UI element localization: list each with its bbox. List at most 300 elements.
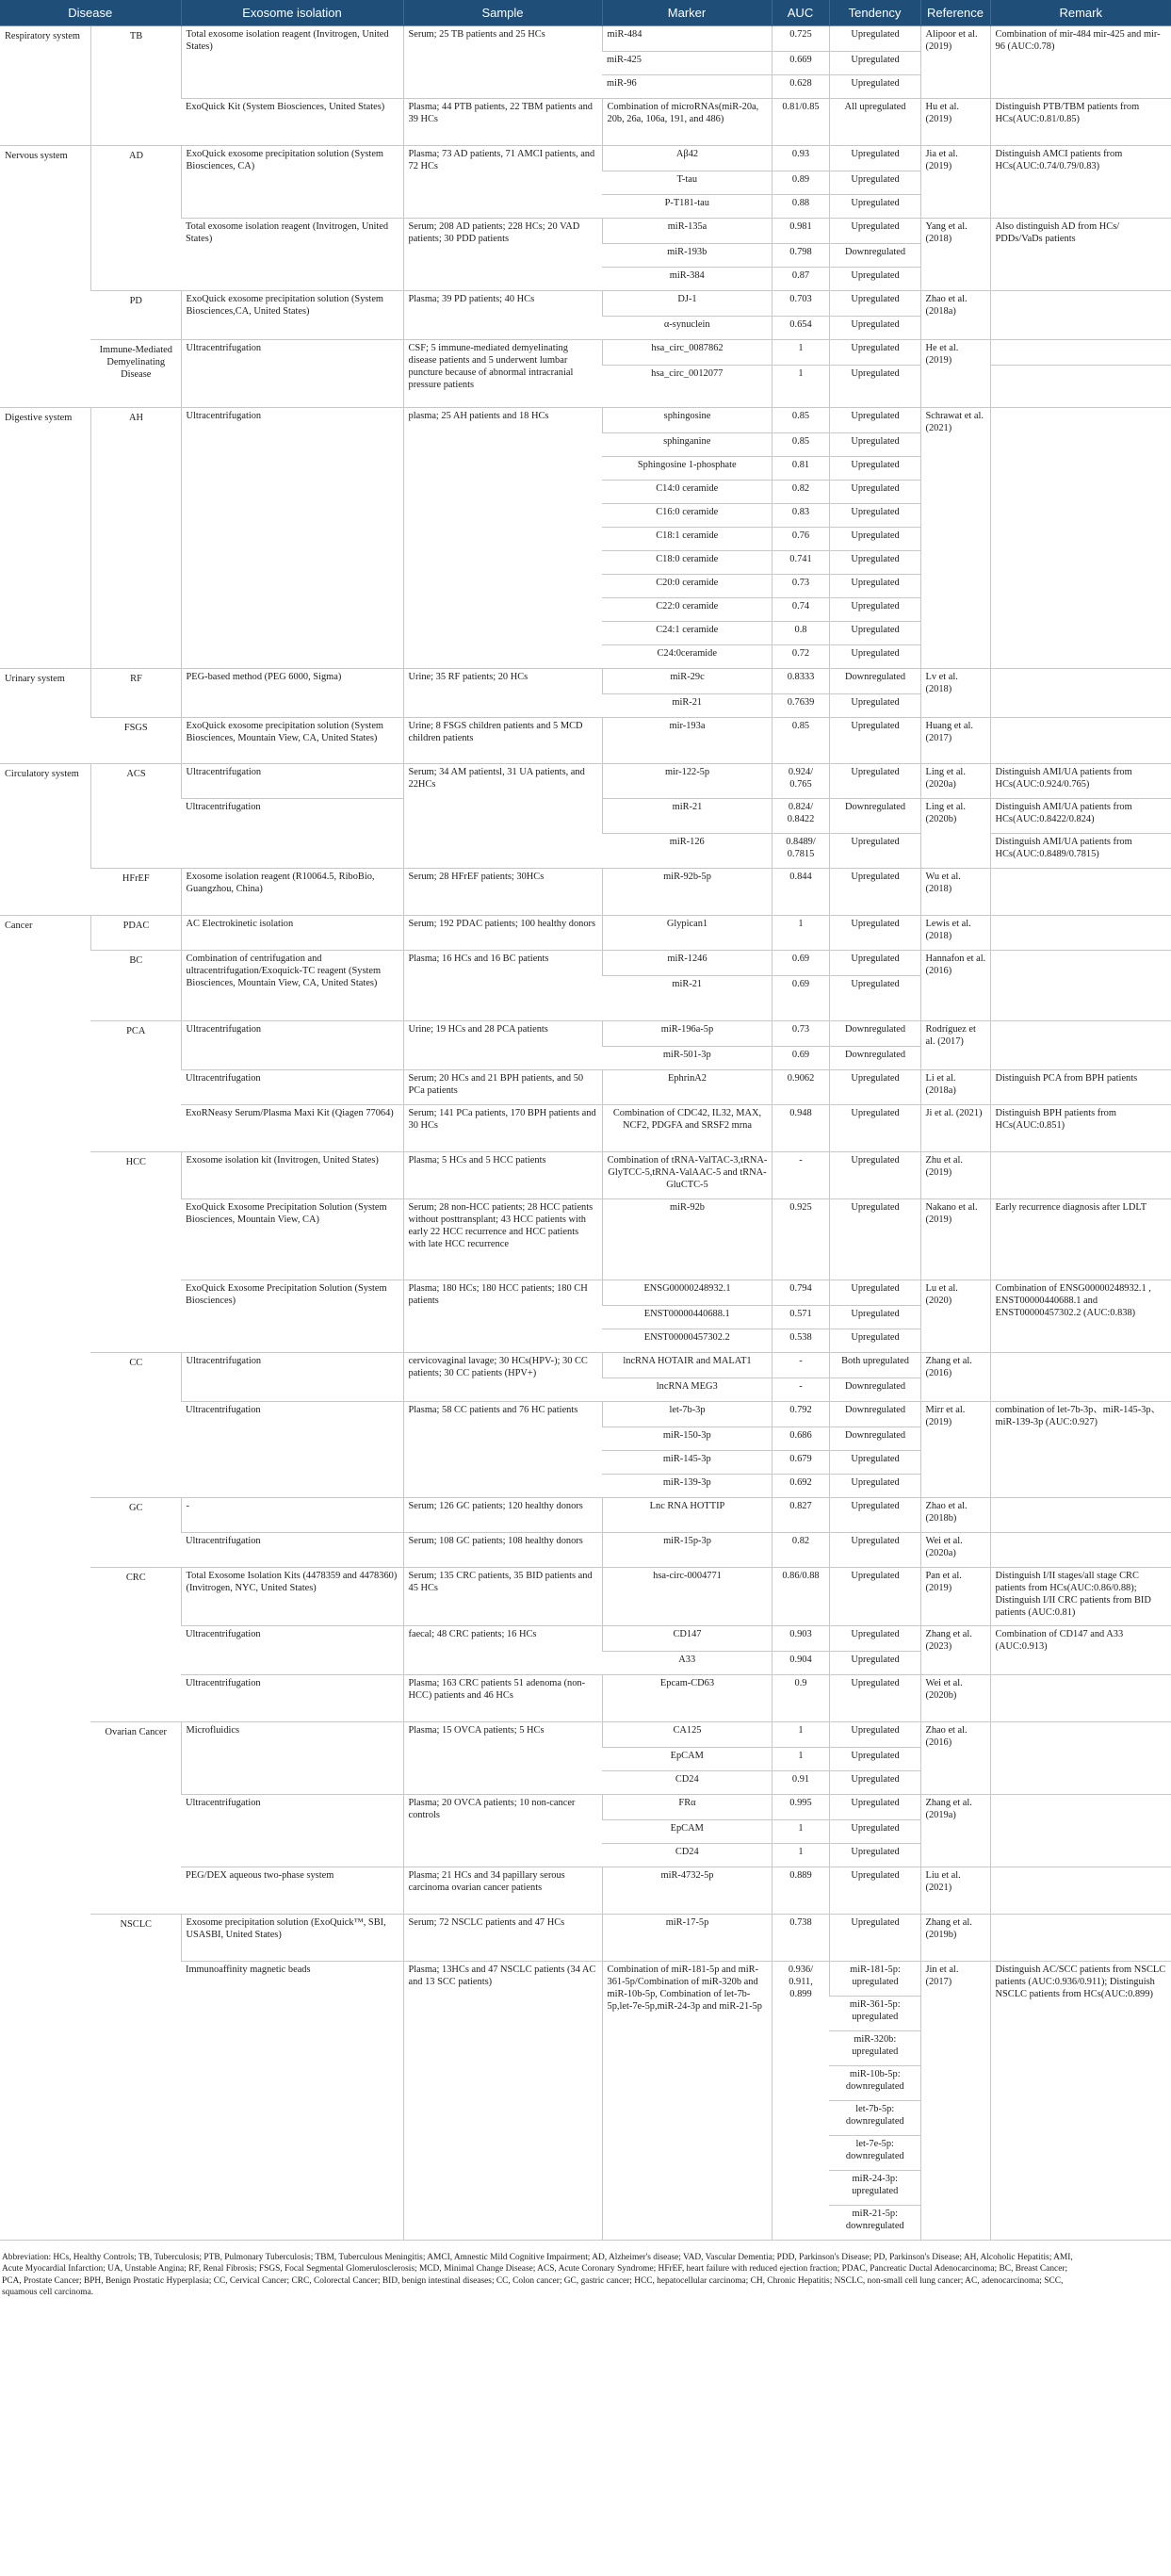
sample-cell: Plasma; 73 AD patients, 71 AMCI patients, and 72 HCs — [403, 146, 602, 219]
header-exosome-isolation: Exosome isolation — [181, 0, 403, 26]
header-marker: Marker — [602, 0, 772, 26]
remark-cell: Early recurrence diagnosis after LDLT — [990, 1199, 1171, 1280]
isolation-cell: Exosome isolation reagent (R10064.5, RiboBio, Guangzhou, China) — [181, 869, 403, 916]
auc-cell: 0.679 — [772, 1451, 829, 1475]
table-row — [0, 26, 1171, 52]
isolation-cell: Total exosome isolation reagent (Invitrogen, United States) — [181, 219, 403, 291]
auc-cell: 1 — [772, 366, 829, 408]
auc-cell: 0.69 — [772, 951, 829, 976]
reference-cell: Zhao et al. (2016) — [920, 1722, 990, 1795]
auc-cell: 1 — [772, 1820, 829, 1844]
sample-cell: Plasma; 21 HCs and 34 papillary serous carcinoma ovarian cancer patients — [403, 1867, 602, 1915]
sample-cell: Serum; 192 PDAC patients; 100 healthy donors — [403, 916, 602, 951]
disease-cell: BC — [90, 951, 181, 1021]
reference-cell: Pan et al. (2019) — [920, 1568, 990, 1626]
auc-cell: 0.628 — [772, 75, 829, 99]
remark-cell — [990, 366, 1171, 408]
isolation-cell: ExoRNeasy Serum/Plasma Maxi Kit (Qiagen 77064) — [181, 1105, 403, 1152]
remark-cell — [990, 869, 1171, 916]
remark-cell — [990, 1152, 1171, 1199]
system-cell: Circulatory system — [0, 764, 90, 916]
tendency-cell: Upregulated — [829, 146, 920, 171]
marker-cell: Combination of CDC42, IL32, MAX, NCF2, PDGFA and SRSF2 mrna — [602, 1105, 772, 1152]
table-row — [0, 1021, 1171, 1047]
isolation-cell: Total exosome isolation reagent (Invitrogen, United States) — [181, 26, 403, 99]
remark-cell — [990, 951, 1171, 1021]
reference-cell: Schrawat et al. (2021) — [920, 408, 990, 669]
auc-cell: 0.83 — [772, 504, 829, 528]
auc-cell: 0.844 — [772, 869, 829, 916]
tendency-cell: Upregulated — [829, 951, 920, 976]
sample-cell: Serum; 28 HFrEF patients; 30HCs — [403, 869, 602, 916]
reference-cell: Huang et al. (2017) — [920, 718, 990, 764]
marker-cell: C18:1 ceramide — [602, 528, 772, 551]
header-remark: Remark — [990, 0, 1171, 26]
isolation-cell: AC Electrokinetic isolation — [181, 916, 403, 951]
auc-cell: 0.74 — [772, 598, 829, 622]
sample-cell: Serum; 34 AM patientsl, 31 UA patients, and 22HCs — [403, 764, 602, 869]
tendency-cell: Upregulated — [829, 1451, 920, 1475]
marker-cell: miR-96 — [602, 75, 772, 99]
marker-cell: miR-196a-5p — [602, 1021, 772, 1047]
tendency-cell: Upregulated — [829, 504, 920, 528]
reference-cell: Ling et al. (2020a) — [920, 764, 990, 799]
auc-cell: 0.9 — [772, 1675, 829, 1722]
tendency-cell: Downregulated — [829, 1021, 920, 1047]
tendency-cell: miR-10b-5p: downregulated — [829, 2066, 920, 2101]
marker-cell: C24:0ceramide — [602, 645, 772, 669]
remark-cell — [990, 408, 1171, 669]
remark-cell: Distinguish AMI/UA patients from HCs(AUC:0.924/0.765) — [990, 764, 1171, 799]
auc-cell: 0.981 — [772, 219, 829, 244]
remark-cell: Distinguish AC/SCC patients from NSCLC patients (AUC:0.936/0.911); Distinguish NSCLC patients from HCs(AUC:0.899) — [990, 1962, 1171, 2241]
auc-cell: 0.87 — [772, 268, 829, 291]
sample-cell: Plasma; 39 PD patients; 40 HCs — [403, 291, 602, 340]
reference-cell: Zhang et al. (2019a) — [920, 1795, 990, 1867]
system-cell: Nervous system — [0, 146, 90, 408]
disease-cell: AD — [90, 146, 181, 291]
auc-cell: 0.85 — [772, 408, 829, 433]
disease-cell: RF — [90, 669, 181, 718]
remark-cell: Distinguish AMCI patients from HCs(AUC:0.74/0.79/0.83) — [990, 146, 1171, 219]
marker-cell: miR-21 — [602, 976, 772, 1021]
marker-cell: miR-135a — [602, 219, 772, 244]
tendency-cell: miR-181-5p: upregulated — [829, 1962, 920, 1997]
marker-cell: hsa-circ-0004771 — [602, 1568, 772, 1626]
isolation-cell: Ultracentrifugation — [181, 1795, 403, 1867]
isolation-cell: PEG/DEX aqueous two-phase system — [181, 1867, 403, 1915]
sample-cell: Serum; 208 AD patients; 228 HCs; 20 VAD patients; 30 PDD patients — [403, 219, 602, 291]
tendency-cell: miR-24-3p: upregulated — [829, 2171, 920, 2206]
auc-cell: 0.85 — [772, 718, 829, 764]
isolation-cell: Ultracentrifugation — [181, 1626, 403, 1675]
table-row — [0, 1915, 1171, 1962]
marker-cell: let-7b-3p — [602, 1402, 772, 1427]
marker-cell: CD147 — [602, 1626, 772, 1652]
auc-cell: 0.82 — [772, 481, 829, 504]
reference-cell: Yang et al. (2018) — [920, 219, 990, 291]
auc-cell: 0.654 — [772, 317, 829, 340]
tendency-cell: Upregulated — [829, 52, 920, 75]
header-reference: Reference — [920, 0, 990, 26]
tendency-cell: Upregulated — [829, 1626, 920, 1652]
tendency-cell: miR-320b: upregulated — [829, 2031, 920, 2066]
isolation-cell: ExoQuick exosome precipitation solution (System Biosciences, CA) — [181, 146, 403, 219]
marker-cell: CD24 — [602, 1771, 772, 1795]
remark-cell — [990, 1675, 1171, 1722]
tendency-cell: Upregulated — [829, 219, 920, 244]
system-cell: Urinary system — [0, 669, 90, 764]
reference-cell: Zhao et al. (2018a) — [920, 291, 990, 340]
marker-cell: ENST00000457302.2 — [602, 1329, 772, 1353]
auc-cell: 0.93 — [772, 146, 829, 171]
auc-cell: 0.82 — [772, 1533, 829, 1568]
sample-cell: Plasma; 13HCs and 47 NSCLC patients (34 AC and 13 SCC patients) — [403, 1962, 602, 2241]
auc-cell: 0.9062 — [772, 1070, 829, 1105]
marker-cell: EpCAM — [602, 1748, 772, 1771]
remark-cell: Also distinguish AD from HCs/ PDDs/VaDs patients — [990, 219, 1171, 291]
auc-cell: 1 — [772, 916, 829, 951]
tendency-cell: Upregulated — [829, 694, 920, 718]
sample-cell: Urine; 35 RF patients; 20 HCs — [403, 669, 602, 718]
marker-cell: miR-1246 — [602, 951, 772, 976]
header-auc: AUC — [772, 0, 829, 26]
isolation-cell: Exosome precipitation solution (ExoQuick™, SBI, USASBI, United States) — [181, 1915, 403, 1962]
marker-cell: miR-501-3p — [602, 1047, 772, 1070]
remark-cell — [990, 1722, 1171, 1795]
auc-cell: 0.86/0.88 — [772, 1568, 829, 1626]
auc-cell: 0.794 — [772, 1280, 829, 1306]
reference-cell: Nakano et al. (2019) — [920, 1199, 990, 1280]
disease-cell: GC — [90, 1498, 181, 1568]
auc-cell: - — [772, 1353, 829, 1378]
auc-cell: 0.91 — [772, 1771, 829, 1795]
auc-cell: 0.73 — [772, 1021, 829, 1047]
marker-cell: hsa_circ_0087862 — [602, 340, 772, 366]
tendency-cell: Upregulated — [829, 171, 920, 195]
tendency-cell: Downregulated — [829, 1378, 920, 1402]
remark-cell: Combination of mir-484 mir-425 and mir-96 (AUC:0.78) — [990, 26, 1171, 99]
tendency-cell: Upregulated — [829, 551, 920, 575]
marker-cell: CA125 — [602, 1722, 772, 1748]
marker-cell: mir-122-5p — [602, 764, 772, 799]
marker-cell: C22:0 ceramide — [602, 598, 772, 622]
tendency-cell: Upregulated — [829, 1915, 920, 1962]
marker-cell: C14:0 ceramide — [602, 481, 772, 504]
reference-cell: Wei et al. (2020b) — [920, 1675, 990, 1722]
isolation-cell: Microfluidics — [181, 1722, 403, 1795]
tendency-cell: Upregulated — [829, 1771, 920, 1795]
tendency-cell: Upregulated — [829, 340, 920, 366]
table-row — [0, 291, 1171, 317]
remark-cell: Distinguish PCA from BPH patients — [990, 1070, 1171, 1105]
marker-cell: Lnc RNA HOTTIP — [602, 1498, 772, 1533]
reference-cell: Li et al. (2018a) — [920, 1070, 990, 1105]
auc-cell: 0.73 — [772, 575, 829, 598]
sample-cell: faecal; 48 CRC patients; 16 HCs — [403, 1626, 602, 1675]
abbreviation-footnote: Abbreviation: HCs, Healthy Controls; TB, Tuberculosis; PTB, Pulmonary Tuberculosis; TBM, Tuberculous Meningitis; AMCI, Amnestic Mild Cognitive Impairment; AD, Alzheimer's disease; VAD, Vascular Dementia; PDD, Parkinson's Disease; PD, Parkinson's Disease; AH, Alcoholic Hepatitis; AMI, Acute Myocardial Infarction; UA, Unstable Angina; RF, Renal Fibrosis; FSGS, Focal Segmental Glomerulosclerosis; MCD, Minimal Change Disease; ACS, Acute Coronary Syndrome; HFrEF, heart failure with reduced ejection fraction; PDAC, Pancreatic Ductal Adenocarcinoma; BC, Breast Cancer; PCA, Prostate Cancer; BPH, Benign Prostatic Hyperplasia; CC, Cervical Cancer; CRC, Colorectal Cancer; BID, benign intestinal diseases; CC, Colon cancer; GC, gastric cancer; HCC, hepatocellular carcinoma; CH, Chronic Hepatitis; NSCLC, non-small cell lung cancer; AC, adenocarcinoma; SCC, squamous cell carcinoma. — [2, 2253, 1073, 2298]
remark-cell: Distinguish I/II stages/all stage CRC patients from HCs(AUC:0.86/0.88); Distinguish I/II CRC patients from BID patients (AUC:0.81) — [990, 1568, 1171, 1626]
isolation-cell: Total Exosome Isolation Kits (4478359 and 4478360) (Invitrogen, NYC, United States) — [181, 1568, 403, 1626]
marker-cell: hsa_circ_0012077 — [602, 366, 772, 408]
marker-cell: mir-193a — [602, 718, 772, 764]
tendency-cell: Upregulated — [829, 1152, 920, 1199]
auc-cell: 0.798 — [772, 244, 829, 268]
marker-cell: sphingosine — [602, 408, 772, 433]
auc-cell: 0.903 — [772, 1626, 829, 1652]
tendency-cell: Upregulated — [829, 1199, 920, 1280]
marker-cell: DJ-1 — [602, 291, 772, 317]
system-cell: Digestive system — [0, 408, 90, 669]
tendency-cell: let-7b-5p: downregulated — [829, 2101, 920, 2136]
sample-cell: Plasma; 44 PTB patients, 22 TBM patients and 39 HCs — [403, 99, 602, 146]
reference-cell: Zhu et al. (2019) — [920, 1152, 990, 1199]
table-row — [0, 340, 1171, 366]
disease-cell: TB — [90, 26, 181, 146]
auc-cell: 1 — [772, 1844, 829, 1867]
auc-cell: 0.571 — [772, 1306, 829, 1329]
tendency-cell: Upregulated — [829, 408, 920, 433]
tendency-cell: Upregulated — [829, 291, 920, 317]
tendency-cell: Upregulated — [829, 575, 920, 598]
tendency-cell: let-7e-5p: downregulated — [829, 2136, 920, 2171]
reference-cell: Hannafon et al. (2016) — [920, 951, 990, 1021]
header-row — [0, 0, 1171, 26]
marker-cell: A33 — [602, 1652, 772, 1675]
auc-cell: 0.8333 — [772, 669, 829, 694]
sample-cell: Serum; 72 NSCLC patients and 47 HCs — [403, 1915, 602, 1962]
tendency-cell: Downregulated — [829, 244, 920, 268]
table-row — [0, 1568, 1171, 1626]
disease-cell: HCC — [90, 1152, 181, 1353]
tendency-cell: Upregulated — [829, 366, 920, 408]
tendency-cell: Upregulated — [829, 1280, 920, 1306]
marker-cell: miR-92b-5p — [602, 869, 772, 916]
marker-cell: Sphingosine 1-phosphate — [602, 457, 772, 481]
reference-cell: Zhang et al. (2019b) — [920, 1915, 990, 1962]
disease-cell: Ovarian Cancer — [90, 1722, 181, 1915]
isolation-cell: PEG-based method (PEG 6000, Sigma) — [181, 669, 403, 718]
remark-cell — [990, 1021, 1171, 1070]
auc-cell: 0.703 — [772, 291, 829, 317]
auc-cell: 0.76 — [772, 528, 829, 551]
marker-cell: lncRNA HOTAIR and MALAT1 — [602, 1353, 772, 1378]
auc-cell: 0.89 — [772, 171, 829, 195]
isolation-cell: Ultracentrifugation — [181, 1021, 403, 1070]
reference-cell: Lu et al. (2020) — [920, 1280, 990, 1353]
reference-cell: Wei et al. (2020a) — [920, 1533, 990, 1568]
tendency-cell: Upregulated — [829, 268, 920, 291]
auc-cell: 0.904 — [772, 1652, 829, 1675]
marker-cell: Glypican1 — [602, 916, 772, 951]
tendency-cell: Upregulated — [829, 1070, 920, 1105]
remark-cell — [990, 291, 1171, 340]
auc-cell: 0.889 — [772, 1867, 829, 1915]
tendency-cell: Upregulated — [829, 528, 920, 551]
marker-cell: miR-92b — [602, 1199, 772, 1280]
tendency-cell: Upregulated — [829, 1329, 920, 1353]
reference-cell: Lv et al. (2018) — [920, 669, 990, 718]
marker-cell: ENSG00000248932.1 — [602, 1280, 772, 1306]
header-sample: Sample — [403, 0, 602, 26]
marker-cell: P-T181-tau — [602, 195, 772, 219]
marker-cell: miR-484 — [602, 26, 772, 52]
isolation-cell: Ultracentrifugation — [181, 799, 403, 869]
tendency-cell: Upregulated — [829, 481, 920, 504]
isolation-cell: Ultracentrifugation — [181, 1675, 403, 1722]
marker-cell: miR-21 — [602, 694, 772, 718]
isolation-cell: Immunoaffinity magnetic beads — [181, 1962, 403, 2241]
isolation-cell: - — [181, 1498, 403, 1533]
tendency-cell: Upregulated — [829, 764, 920, 799]
remark-cell — [990, 1795, 1171, 1867]
isolation-cell: ExoQuick exosome precipitation solution (System Biosciences, Mountain View, CA, United States) — [181, 718, 403, 764]
table-row — [0, 669, 1171, 694]
auc-cell: 0.824/ 0.8422 — [772, 799, 829, 834]
marker-cell: T-tau — [602, 171, 772, 195]
sample-cell: Plasma; 5 HCs and 5 HCC patients — [403, 1152, 602, 1199]
tendency-cell: Upregulated — [829, 457, 920, 481]
tendency-cell: Downregulated — [829, 1402, 920, 1427]
table-row — [0, 764, 1171, 799]
reference-cell: He et al. (2019) — [920, 340, 990, 408]
reference-cell: Ji et al. (2021) — [920, 1105, 990, 1152]
reference-cell: Zhao et al. (2018b) — [920, 1498, 990, 1533]
marker-cell: miR-15p-3p — [602, 1533, 772, 1568]
tendency-cell: Upregulated — [829, 1795, 920, 1820]
remark-cell — [990, 1353, 1171, 1402]
disease-cell: CC — [90, 1353, 181, 1498]
sample-cell: Serum; 135 CRC patients, 35 BID patients and 45 HCs — [403, 1568, 602, 1626]
isolation-cell: Ultracentrifugation — [181, 408, 403, 669]
tendency-cell: Upregulated — [829, 433, 920, 457]
tendency-cell: Upregulated — [829, 718, 920, 764]
remark-cell — [990, 1498, 1171, 1533]
marker-cell: C24:1 ceramide — [602, 622, 772, 645]
marker-cell: miR-21 — [602, 799, 772, 834]
isolation-cell: Ultracentrifugation — [181, 340, 403, 408]
auc-cell: 1 — [772, 1748, 829, 1771]
marker-cell: CD24 — [602, 1844, 772, 1867]
marker-cell: miR-384 — [602, 268, 772, 291]
reference-cell: Alipoor et al. (2019) — [920, 26, 990, 99]
sample-cell: Urine; 8 FSGS children patients and 5 MCD children patients — [403, 718, 602, 764]
auc-cell: 0.81 — [772, 457, 829, 481]
sample-cell: Serum; 108 GC patients; 108 healthy donors — [403, 1533, 602, 1568]
sample-cell: Serum; 126 GC patients; 120 healthy donors — [403, 1498, 602, 1533]
tendency-cell: Upregulated — [829, 1722, 920, 1748]
auc-cell: 0.8489/ 0.7815 — [772, 834, 829, 869]
table-row — [0, 869, 1171, 916]
disease-cell: PDAC — [90, 916, 181, 951]
tendency-cell: Upregulated — [829, 1306, 920, 1329]
reference-cell: Jia et al. (2019) — [920, 146, 990, 219]
marker-cell: C20:0 ceramide — [602, 575, 772, 598]
sample-cell: Plasma; 15 OVCA patients; 5 HCs — [403, 1722, 602, 1795]
marker-cell: Combination of tRNA-ValTAC-3,tRNA-GlyTCC-5,tRNA-ValAAC-5 and tRNA-GluCTC-5 — [602, 1152, 772, 1199]
table-row — [0, 951, 1171, 976]
isolation-cell: ExoQuick Kit (System Biosciences, United States) — [181, 99, 403, 146]
table-row — [0, 1722, 1171, 1748]
auc-cell: 1 — [772, 1722, 829, 1748]
remark-cell — [990, 1867, 1171, 1915]
disease-cell: FSGS — [90, 718, 181, 764]
marker-cell: FRα — [602, 1795, 772, 1820]
tendency-cell: miR-361-5p: upregulated — [829, 1997, 920, 2031]
remark-cell: combination of let-7b-3p、miR-145-3p、miR-139-3p (AUC:0.927) — [990, 1402, 1171, 1498]
reference-cell: Zhang et al. (2016) — [920, 1353, 990, 1402]
tendency-cell: Upregulated — [829, 1675, 920, 1722]
auc-cell: 0.69 — [772, 1047, 829, 1070]
remark-cell: Distinguish AMI/UA patients from HCs(AUC:0.8422/0.824) — [990, 799, 1171, 834]
auc-cell: 0.924/ 0.765 — [772, 764, 829, 799]
auc-cell: 0.8 — [772, 622, 829, 645]
remark-cell: Combination of ENSG00000248932.1 , ENST00000440688.1 and ENST00000457302.2 (AUC:0.838) — [990, 1280, 1171, 1353]
marker-cell: miR-17-5p — [602, 1915, 772, 1962]
auc-cell: 0.85 — [772, 433, 829, 457]
auc-cell: 0.88 — [772, 195, 829, 219]
isolation-cell: Ultracentrifugation — [181, 1402, 403, 1498]
tendency-cell: Downregulated — [829, 1047, 920, 1070]
auc-cell: 0.81/0.85 — [772, 99, 829, 146]
reference-cell: Lewis et al. (2018) — [920, 916, 990, 951]
marker-cell: miR-425 — [602, 52, 772, 75]
table-row — [0, 1498, 1171, 1533]
remark-cell — [990, 916, 1171, 951]
marker-cell: miR-4732-5p — [602, 1867, 772, 1915]
disease-cell: CRC — [90, 1568, 181, 1722]
table-body — [0, 26, 1171, 2241]
tendency-cell: Upregulated — [829, 1867, 920, 1915]
reference-cell: Ling et al. (2020b) — [920, 799, 990, 869]
sample-cell: Serum; 25 TB patients and 25 HCs — [403, 26, 602, 99]
auc-cell: - — [772, 1152, 829, 1199]
tendency-cell: Upregulated — [829, 1105, 920, 1152]
sample-cell: Serum; 141 PCa patients, 170 BPH patients and 30 HCs — [403, 1105, 602, 1152]
auc-cell: 0.69 — [772, 976, 829, 1021]
isolation-cell: Ultracentrifugation — [181, 1533, 403, 1568]
sample-cell: Plasma; 58 CC patients and 76 HC patients — [403, 1402, 602, 1498]
tendency-cell: Downregulated — [829, 799, 920, 834]
isolation-cell: Ultracentrifugation — [181, 1353, 403, 1402]
marker-cell: EphrinA2 — [602, 1070, 772, 1105]
marker-cell: sphinganine — [602, 433, 772, 457]
auc-cell: 0.669 — [772, 52, 829, 75]
tendency-cell: Upregulated — [829, 622, 920, 645]
auc-cell: 0.827 — [772, 1498, 829, 1533]
table-row — [0, 916, 1171, 951]
remark-cell — [990, 718, 1171, 764]
auc-cell: 0.725 — [772, 26, 829, 52]
isolation-cell: ExoQuick Exosome Precipitation Solution (System Biosciences) — [181, 1280, 403, 1353]
sample-cell: cervicovaginal lavage; 30 HCs(HPV-); 30 CC patients; 30 CC patients (HPV+) — [403, 1353, 602, 1402]
auc-cell: 0.7639 — [772, 694, 829, 718]
tendency-cell: Upregulated — [829, 645, 920, 669]
remark-cell — [990, 1915, 1171, 1962]
marker-cell: C16:0 ceramide — [602, 504, 772, 528]
reference-cell: Mirr et al. (2019) — [920, 1402, 990, 1498]
isolation-cell: Combination of centrifugation and ultracentrifugation/Exoquick-TC reagent (System Biosciences, Mountain View, CA, United States) — [181, 951, 403, 1021]
disease-cell: PD — [90, 291, 181, 340]
marker-cell: C18:0 ceramide — [602, 551, 772, 575]
disease-cell: PCA — [90, 1021, 181, 1152]
tendency-cell: Both upregulated — [829, 1353, 920, 1378]
marker-cell: Combination of microRNAs(miR-20a, 20b, 26a, 106a, 191, and 486) — [602, 99, 772, 146]
auc-cell: 1 — [772, 340, 829, 366]
tendency-cell: Upregulated — [829, 1568, 920, 1626]
auc-cell: 0.538 — [772, 1329, 829, 1353]
disease-cell: NSCLC — [90, 1915, 181, 2241]
